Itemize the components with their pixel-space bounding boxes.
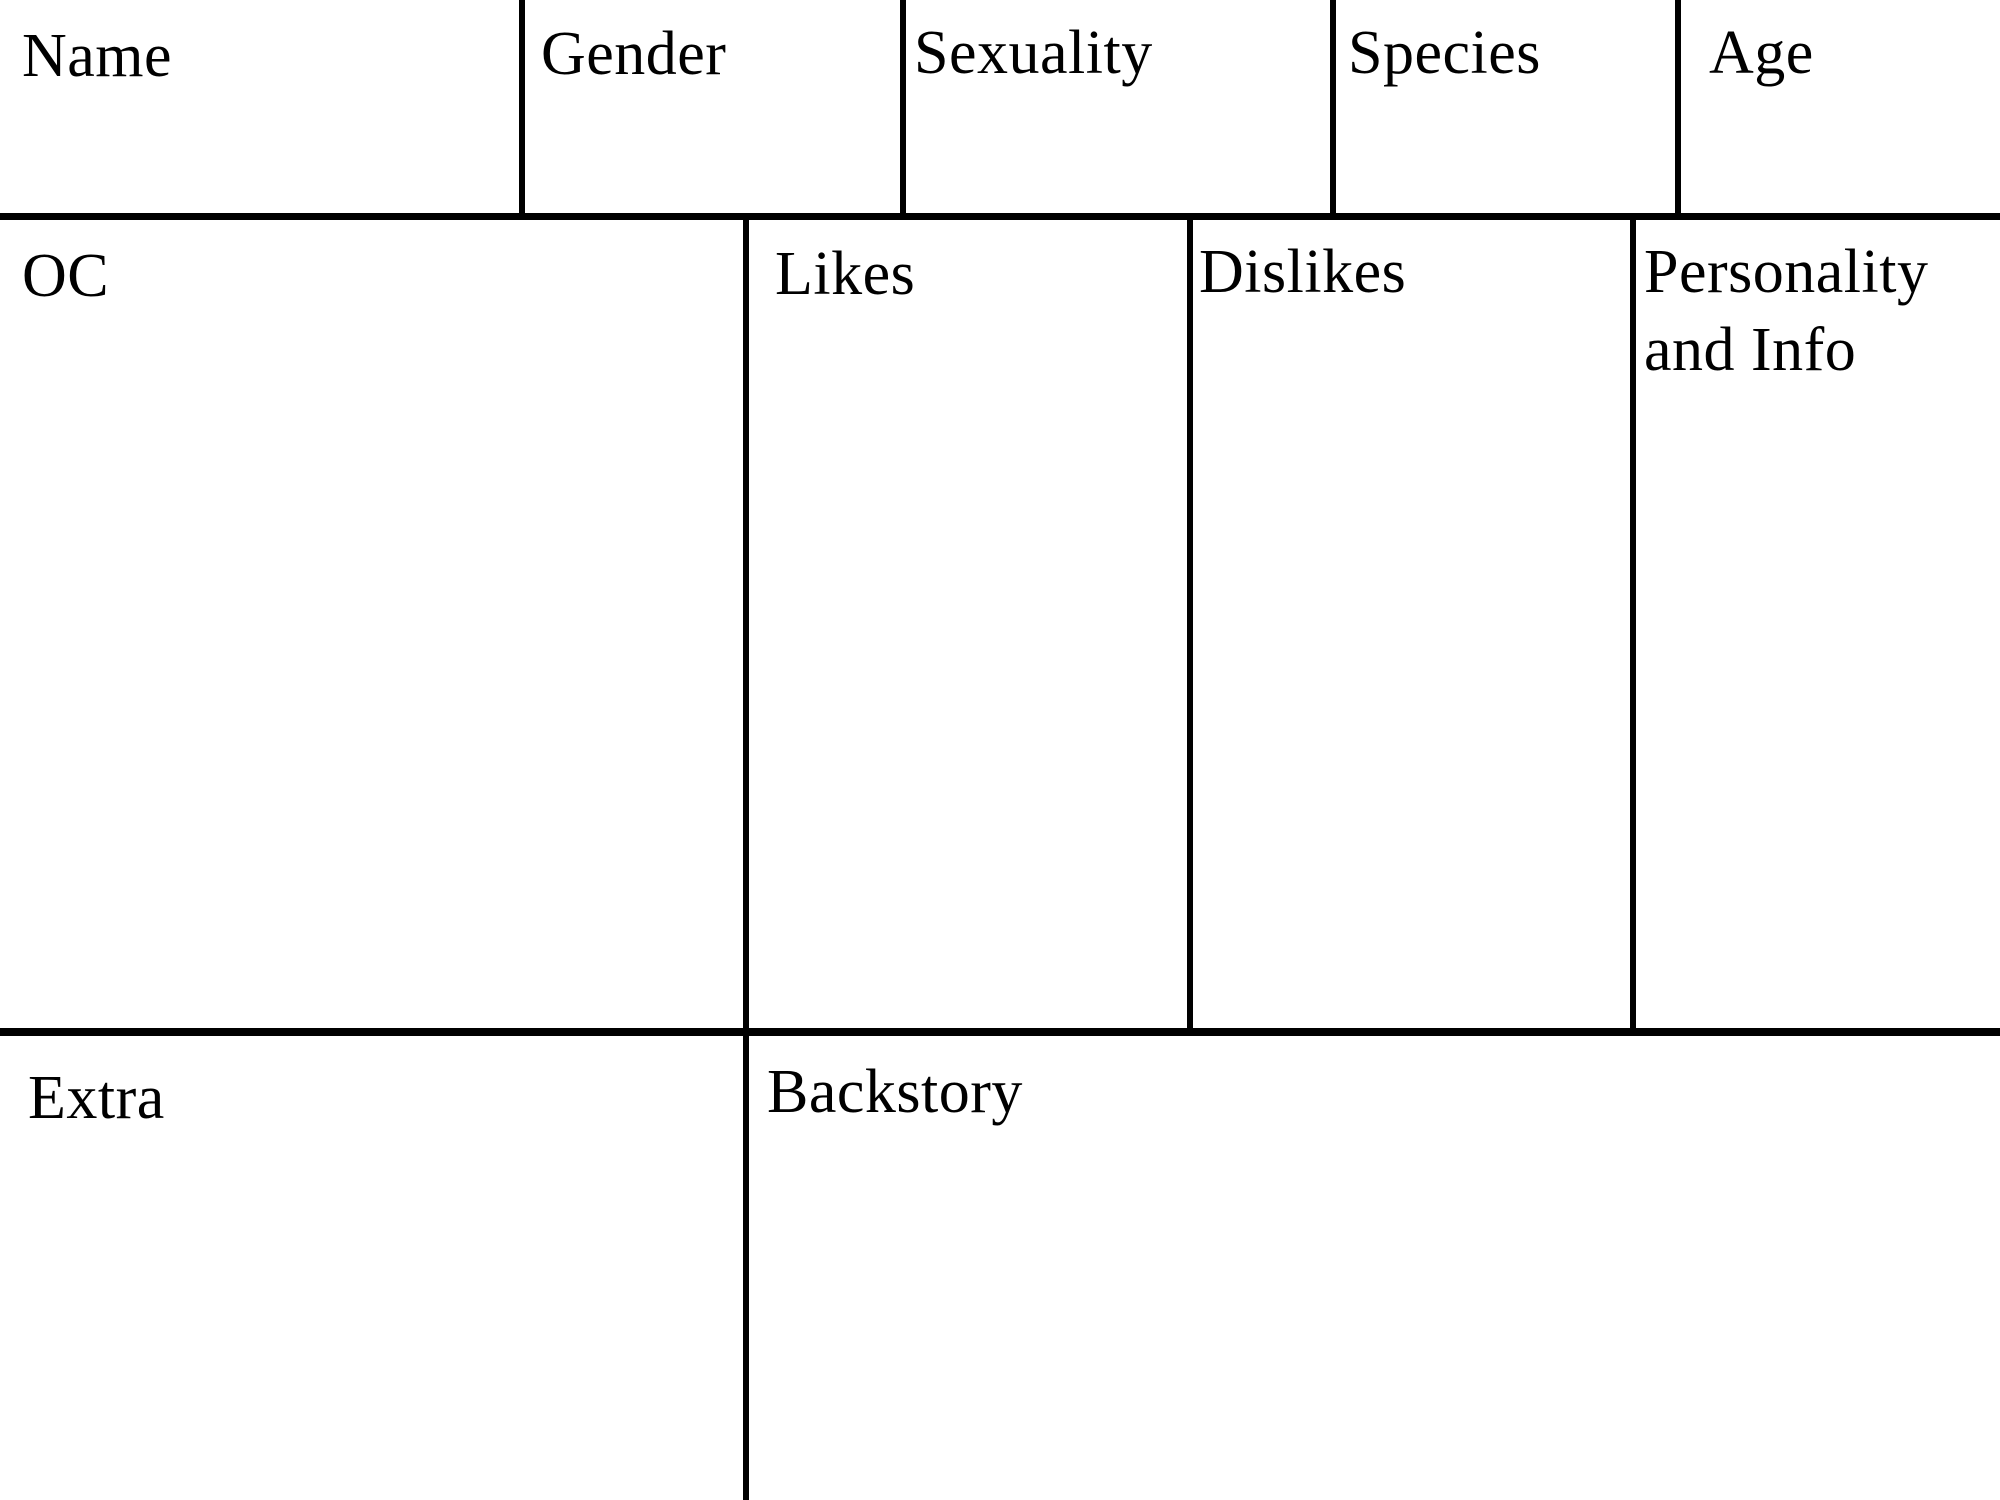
row2-bottom-divider-line — [0, 1028, 2000, 1036]
dislikes-personality-divider-line — [1630, 220, 1636, 1028]
backstory-field-label: Backstory — [767, 1058, 1023, 1126]
personality-info-field-cell — [1636, 220, 2000, 1028]
gender-field-cell — [525, 0, 900, 213]
sexuality-field-cell — [906, 0, 1330, 213]
name-gender-divider-line — [519, 0, 525, 213]
species-age-divider-line — [1675, 0, 1681, 213]
gender-sexuality-divider-line — [900, 0, 906, 213]
age-field-label: Age — [1709, 19, 1814, 87]
gender-field-label: Gender — [541, 20, 727, 88]
likes-field-cell — [749, 220, 1187, 1028]
oc-area-label: OC — [22, 242, 110, 310]
dislikes-field-label: Dislikes — [1199, 238, 1407, 306]
backstory-field-cell — [749, 1036, 2000, 1500]
likes-field-label: Likes — [775, 240, 916, 308]
name-field-cell — [0, 0, 519, 213]
oc-likes-extra-backstory-divider-line — [743, 220, 749, 1500]
sexuality-field-label: Sexuality — [914, 19, 1153, 87]
extra-field-label: Extra — [28, 1064, 165, 1132]
dislikes-field-cell — [1193, 220, 1630, 1028]
name-field-label: Name — [22, 22, 173, 90]
row1-bottom-divider-line — [0, 213, 2000, 220]
species-field-cell — [1336, 0, 1675, 213]
personality-info-field-label: Personality and Info — [1644, 238, 1929, 384]
extra-field-cell — [0, 1036, 743, 1500]
age-field-cell — [1681, 0, 2000, 213]
oc-drawing-area-cell — [0, 220, 743, 1028]
sexuality-species-divider-line — [1330, 0, 1336, 213]
species-field-label: Species — [1348, 19, 1541, 87]
likes-dislikes-divider-line — [1187, 220, 1193, 1028]
